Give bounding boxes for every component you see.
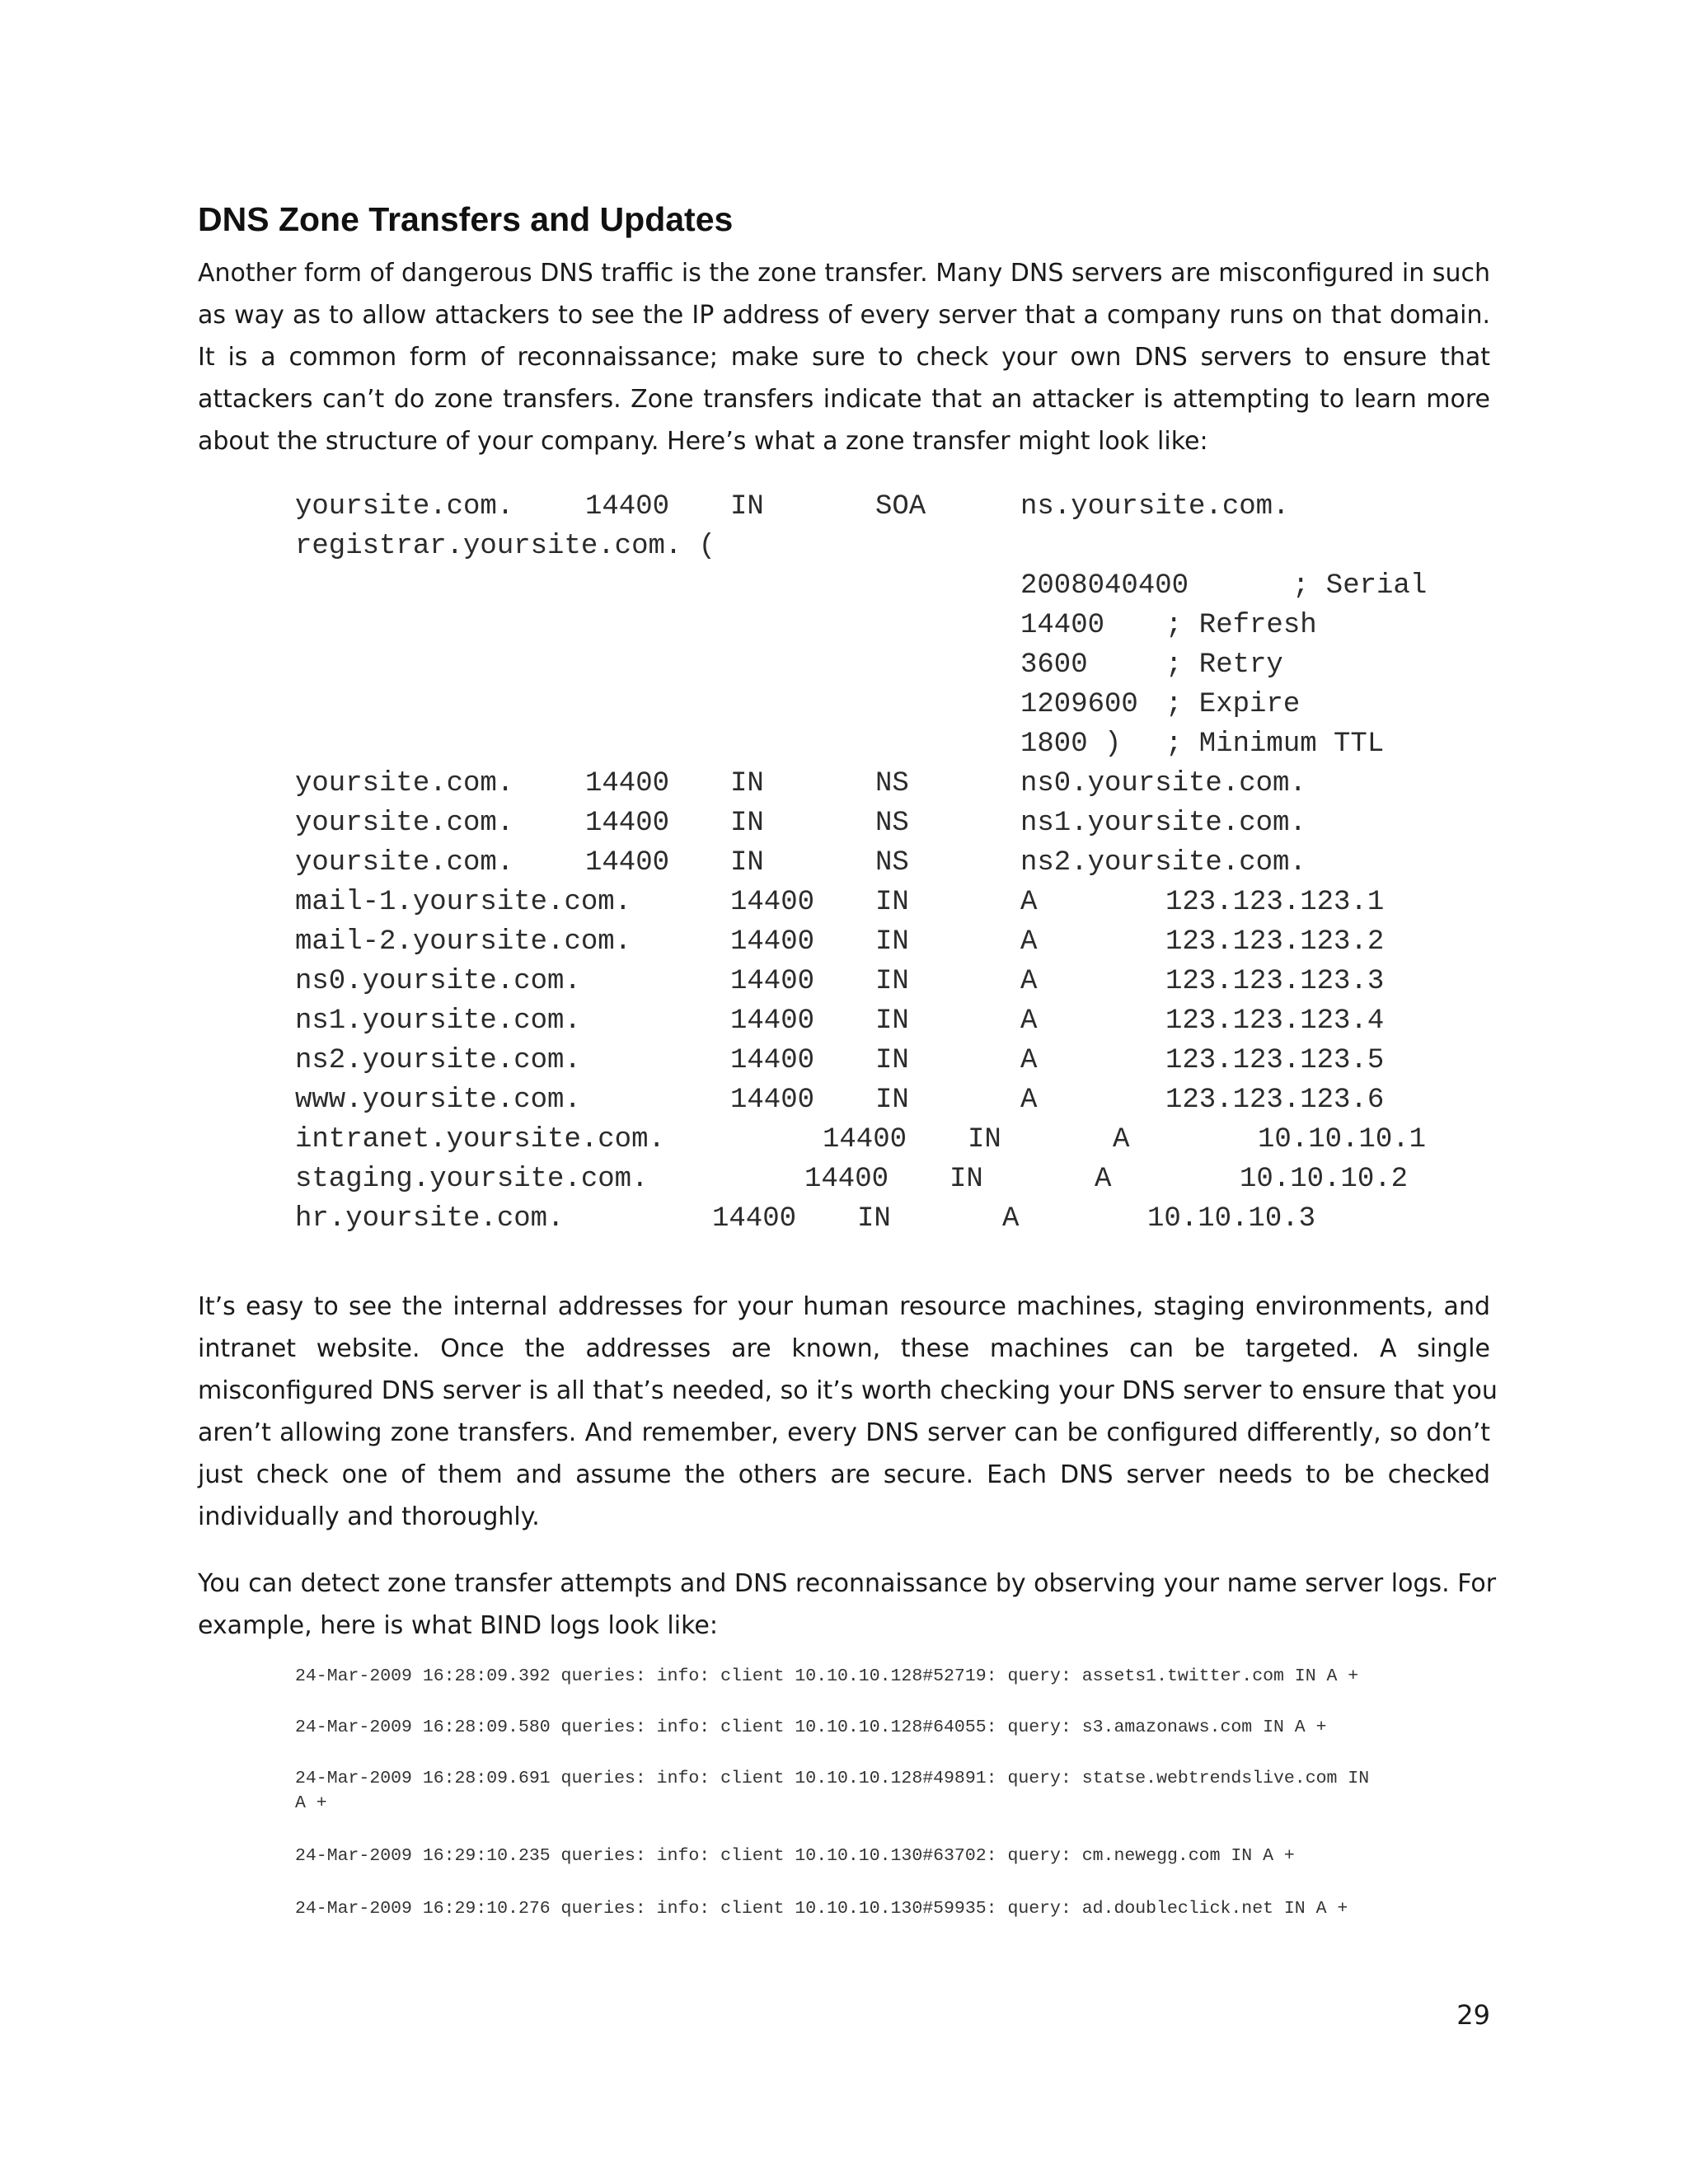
record-class: IN xyxy=(730,847,764,879)
record-class: IN xyxy=(875,1045,909,1076)
a-record xyxy=(295,1001,1498,1041)
record-ttl: 14400 xyxy=(804,1164,889,1195)
record-class: IN xyxy=(730,768,764,799)
record-class: IN xyxy=(875,887,909,918)
zone-transfer-listing xyxy=(295,487,1498,1245)
record-type: A xyxy=(1020,966,1038,997)
record-ttl: 14400 xyxy=(730,1005,815,1037)
record-type: A xyxy=(1020,887,1038,918)
record-name: mail-1.yoursite.com. xyxy=(295,887,632,918)
record-ttl: 14400 xyxy=(730,926,815,958)
a-record xyxy=(295,1041,1498,1080)
record-class: IN xyxy=(968,1124,1001,1155)
record-name: mail-2.yoursite.com. xyxy=(295,926,632,958)
paragraph-line: individually and thoroughly. xyxy=(198,1502,540,1531)
soa-field-row xyxy=(295,724,1498,764)
record-name: staging.yoursite.com. xyxy=(295,1164,649,1195)
a-record xyxy=(295,883,1498,922)
paragraph-line: about the structure of your company. Here’s what a zone transfer might look like: xyxy=(198,427,1208,456)
paragraph-line: Another form of dangerous DNS traffic is the zone transfer. Many DNS servers are misconfigured in such xyxy=(198,259,1490,288)
soa-field-row xyxy=(295,566,1498,606)
record-name: www.yoursite.com. xyxy=(295,1085,581,1116)
record-name: yoursite.com. xyxy=(295,768,514,799)
ns-record xyxy=(295,843,1498,883)
record-class: IN xyxy=(875,966,909,997)
record-name: hr.yoursite.com. xyxy=(295,1203,565,1235)
soa-contact-row xyxy=(295,527,1498,566)
paragraph-line: You can detect zone transfer attempts and DNS reconnaissance by observing your name server logs. For xyxy=(198,1569,1497,1598)
soa-field-comment: ; Refresh xyxy=(1165,610,1317,641)
paragraph-line: It is a common form of reconnaissance; make sure to check your own DNS servers to ensure that xyxy=(198,343,1490,372)
record-data: 10.10.10.2 xyxy=(1240,1164,1409,1195)
record-type: A xyxy=(1020,1005,1038,1037)
paragraph-line: example, here is what BIND logs look like: xyxy=(198,1611,718,1640)
record-type: A xyxy=(1002,1203,1020,1235)
record-data: 10.10.10.3 xyxy=(1147,1203,1316,1235)
analysis-paragraph xyxy=(198,1286,1498,1538)
record-ttl: 14400 xyxy=(730,1045,815,1076)
a-record xyxy=(295,1120,1498,1160)
soa-field-value: 2008040400 xyxy=(1020,570,1189,602)
record-type: A xyxy=(1020,1045,1038,1076)
record-ttl: 14400 xyxy=(712,1203,797,1235)
log-line: 24-Mar-2009 16:28:09.580 queries: info: client 10.10.10.128#64055: query: s3.amazonaws.com IN A + xyxy=(295,1718,1327,1737)
record-type: A xyxy=(1020,926,1038,958)
record-data: 123.123.123.6 xyxy=(1165,1085,1385,1116)
intro-paragraph xyxy=(198,252,1490,462)
log-line: 24-Mar-2009 16:28:09.691 queries: info: client 10.10.10.128#49891: query: statse.webtrendslive.com IN xyxy=(295,1769,1370,1788)
soa-field-value: 1209600 xyxy=(1020,689,1138,720)
record-name: yoursite.com. xyxy=(295,847,514,879)
paragraph-line: intranet website. Once the addresses are known, these machines can be targeted. A single xyxy=(198,1334,1490,1363)
record-data: ns2.yoursite.com. xyxy=(1020,847,1306,879)
record-type: SOA xyxy=(875,491,926,523)
soa-field-row xyxy=(295,606,1498,645)
record-data: 123.123.123.3 xyxy=(1165,966,1385,997)
record-ttl: 14400 xyxy=(585,847,670,879)
detection-paragraph xyxy=(198,1563,1497,1647)
record-ttl: 14400 xyxy=(585,808,670,839)
record-ttl: 14400 xyxy=(730,887,815,918)
a-record xyxy=(295,1199,1498,1239)
a-record xyxy=(295,1080,1498,1120)
page-number: 29 xyxy=(1456,1999,1490,2031)
soa-record xyxy=(295,487,1498,527)
record-class: IN xyxy=(875,1085,909,1116)
record-name: intranet.yoursite.com. xyxy=(295,1124,665,1155)
record-class: IN xyxy=(950,1164,983,1195)
soa-field-comment: ; Minimum TTL xyxy=(1165,729,1385,760)
record-contact: registrar.yoursite.com. ( xyxy=(295,531,716,562)
soa-field-comment: ; Retry xyxy=(1165,649,1283,681)
soa-field-value: 3600 xyxy=(1020,649,1088,681)
ns-record xyxy=(295,764,1498,804)
soa-field-comment: ; Expire xyxy=(1165,689,1301,720)
record-primary-ns: ns.yoursite.com. xyxy=(1020,491,1290,523)
record-name: yoursite.com. xyxy=(295,491,514,523)
a-record xyxy=(295,962,1498,1001)
a-record xyxy=(295,1160,1498,1199)
record-ttl: 14400 xyxy=(585,491,670,523)
soa-field-row xyxy=(295,685,1498,724)
log-line: 24-Mar-2009 16:29:10.235 queries: info: client 10.10.10.130#63702: query: cm.newegg.com IN A + xyxy=(295,1846,1295,1866)
record-data: 123.123.123.2 xyxy=(1165,926,1385,958)
a-record xyxy=(295,922,1498,962)
record-name: yoursite.com. xyxy=(295,808,514,839)
record-data: 123.123.123.1 xyxy=(1165,887,1385,918)
record-data: 10.10.10.1 xyxy=(1258,1124,1427,1155)
record-ttl: 14400 xyxy=(730,1085,815,1116)
record-name: ns1.yoursite.com. xyxy=(295,1005,581,1037)
record-data: 123.123.123.5 xyxy=(1165,1045,1385,1076)
log-line: 24-Mar-2009 16:29:10.276 queries: info: client 10.10.10.130#59935: query: ad.doubleclick.net IN A + xyxy=(295,1899,1348,1919)
record-name: ns0.yoursite.com. xyxy=(295,966,581,997)
paragraph-line: aren’t allowing zone transfers. And remember, every DNS server can be configured differently, so don’t xyxy=(198,1418,1490,1447)
record-type: NS xyxy=(875,847,909,879)
record-data: ns0.yoursite.com. xyxy=(1020,768,1306,799)
paragraph-line: attackers can’t do zone transfers. Zone transfers indicate that an attacker is attempting to learn more xyxy=(198,385,1490,414)
record-type: A xyxy=(1095,1164,1112,1195)
record-type: NS xyxy=(875,808,909,839)
record-ttl: 14400 xyxy=(585,768,670,799)
record-ttl: 14400 xyxy=(730,966,815,997)
record-type: A xyxy=(1113,1124,1130,1155)
record-data: 123.123.123.4 xyxy=(1165,1005,1385,1037)
record-type: NS xyxy=(875,768,909,799)
record-data: ns1.yoursite.com. xyxy=(1020,808,1306,839)
soa-field-comment: ; Serial xyxy=(1292,570,1428,602)
paragraph-line: misconfigured DNS server is all that’s needed, so it’s worth checking your DNS server to ensure that you xyxy=(198,1376,1498,1405)
log-line: A + xyxy=(295,1793,327,1813)
record-class: IN xyxy=(730,808,764,839)
record-ttl: 14400 xyxy=(823,1124,907,1155)
record-class: IN xyxy=(857,1203,891,1235)
section-heading: DNS Zone Transfers and Updates xyxy=(198,200,734,238)
paragraph-line: as way as to allow attackers to see the IP address of every server that a company runs on that domain. xyxy=(198,301,1490,330)
ns-record xyxy=(295,804,1498,843)
record-type: A xyxy=(1020,1085,1038,1116)
soa-field-value: 1800 ) xyxy=(1020,729,1122,760)
record-class: IN xyxy=(875,926,909,958)
record-class: IN xyxy=(730,491,764,523)
record-name: ns2.yoursite.com. xyxy=(295,1045,581,1076)
record-class: IN xyxy=(875,1005,909,1037)
log-line: 24-Mar-2009 16:28:09.392 queries: info: client 10.10.10.128#52719: query: assets1.twitter.com IN A + xyxy=(295,1666,1359,1686)
soa-field-row xyxy=(295,645,1498,685)
paragraph-line: It’s easy to see the internal addresses for your human resource machines, staging environments, and xyxy=(198,1292,1490,1321)
paragraph-line: just check one of them and assume the others are secure. Each DNS server needs to be checked xyxy=(198,1460,1490,1489)
soa-field-value: 14400 xyxy=(1020,610,1105,641)
